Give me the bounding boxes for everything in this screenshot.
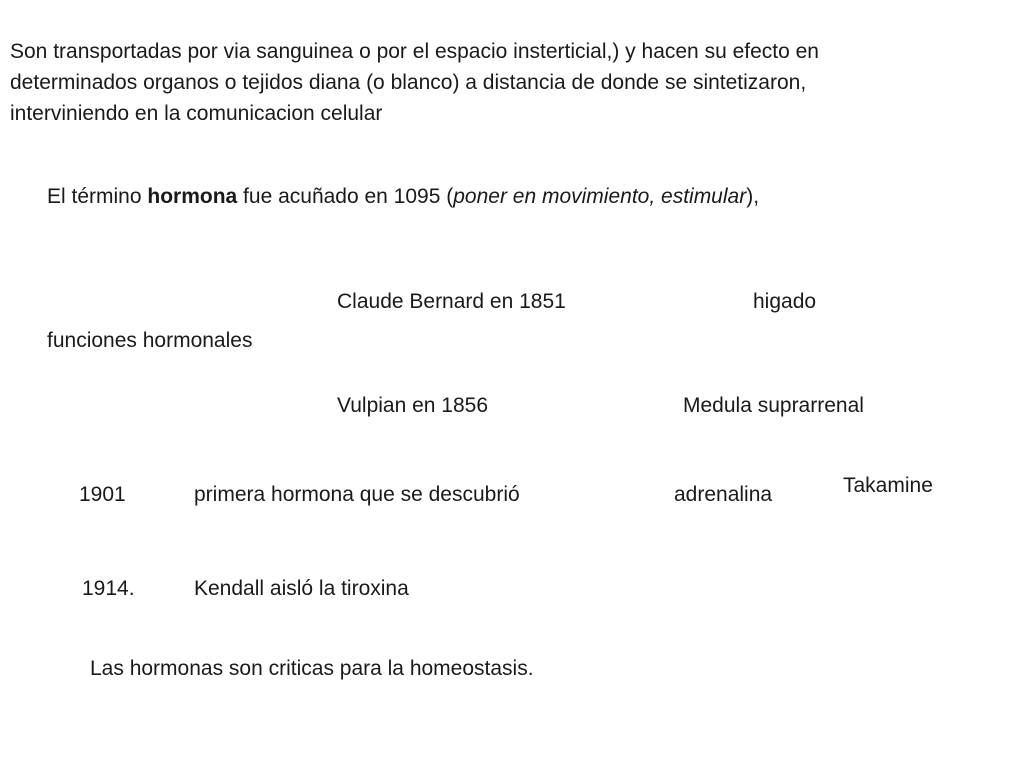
higado-label: higado (753, 290, 817, 313)
kendall-label: Kendall aisló la tiroxina (194, 577, 409, 600)
term-italic-meaning: poner en movimiento, estimular (453, 185, 747, 208)
year-1901: 1901 (79, 483, 126, 506)
intro-line-1: Son transportadas por via sanguinea o por el espacio insterticial,) y hacen su efecto en (10, 40, 819, 63)
takamine-label: Takamine (843, 474, 933, 497)
term-middle: fue acuñado en 1095 ( (237, 185, 454, 208)
year-1914: 1914. (82, 577, 135, 600)
vulpian-label: Vulpian en 1856 (337, 394, 489, 417)
term-bold-word: hormona (147, 185, 238, 208)
intro-line-2: determinados organos o tejidos diana (o blanco) a distancia de donde se sintetizaron, (10, 71, 807, 94)
medula-label: Medula suprarrenal (683, 394, 864, 417)
intro-paragraph (10, 36, 1010, 129)
intro-line-3: interviniendo en la comunicacion celular (10, 102, 383, 125)
first-hormone-label: primera hormona que se descubrió (194, 483, 520, 506)
funciones-label: funciones hormonales (47, 329, 253, 352)
term-suffix: ), (746, 185, 760, 208)
hormone-term-sentence (47, 181, 759, 212)
conclusion-text: Las hormonas son criticas para la homeostasis. (90, 657, 534, 680)
bernard-label: Claude Bernard en 1851 (337, 290, 566, 313)
term-prefix: El término (47, 185, 148, 208)
adrenalina-label: adrenalina (674, 483, 773, 506)
